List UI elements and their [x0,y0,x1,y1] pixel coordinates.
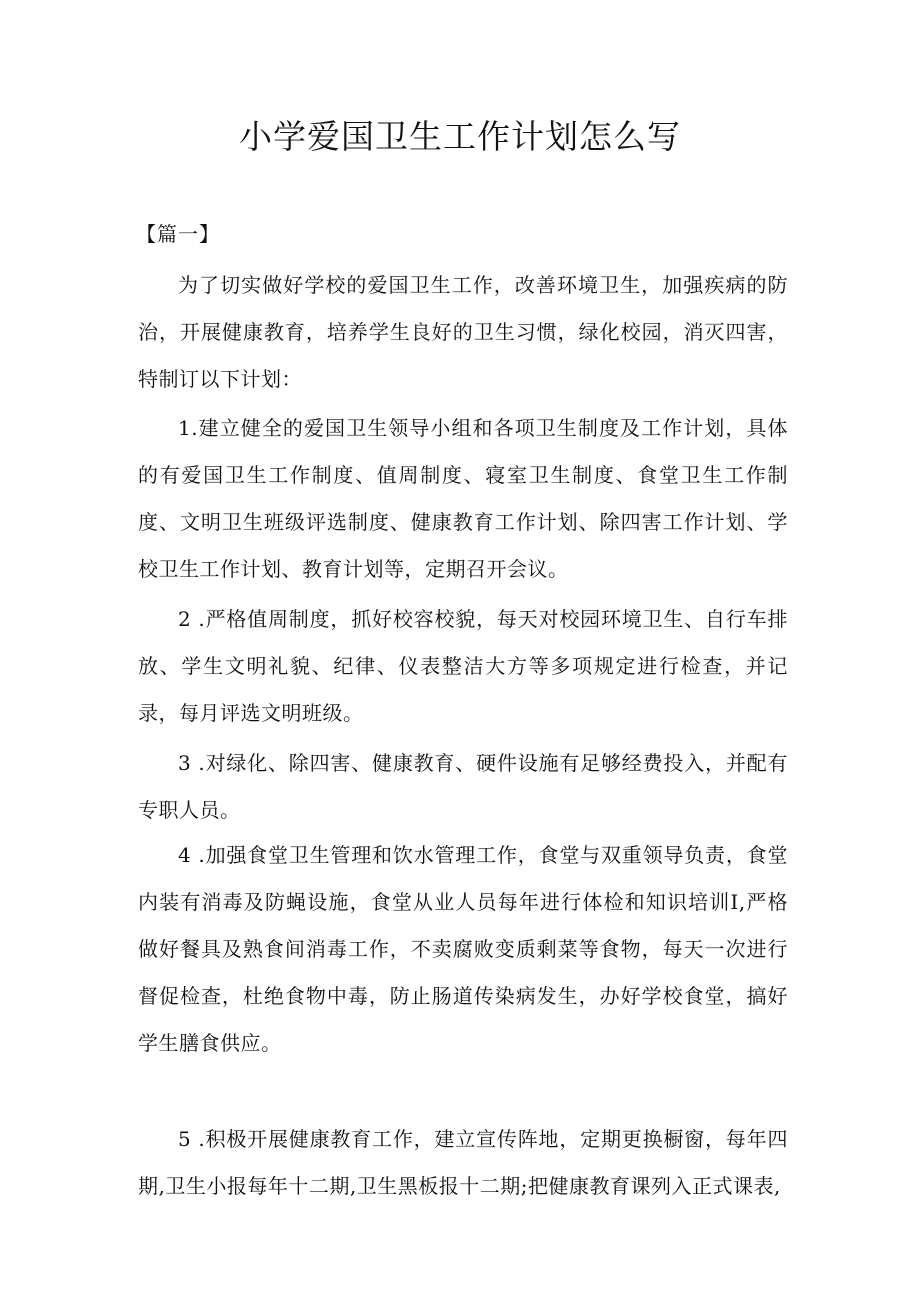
section-label: 【篇一】 [136,222,220,246]
intro-paragraph: 为了切实做好学校的爱国卫生工作，改善环境卫生，加强疾病的防治，开展健康教育，培养学生良好的卫生习惯，绿化校园，消灭四害，特制订以下计划： [138,273,788,391]
item-paragraph-4: 4 .加强食堂卫生管理和饮水管理工作，食堂与双重领导负责，食堂内装有消毒及防蝇设施，食堂从业人员每年进行体检和知识培训I,严格做好餐具及熟食间消毒工作，不卖腐败变质剩菜等食物，每天一次进行督促检查，杜绝食物中毒，防止肠道传染病发生，办好学校食堂，搞好学生膳食供应。 [138,843,788,1055]
item-paragraph-1: 1.建立健全的爱国卫生领导小组和各项卫生制度及工作计划，具体的有爱国卫生工作制度、值周制度、寝室卫生制度、食堂卫生工作制度、文明卫生班级评选制度、健康教育工作计划、除四害工作计划、学校卫生工作计划、教育计划等，定期召开会议。 [138,416,788,581]
item-paragraph-5: 5 .积极开展健康教育工作，建立宣传阵地，定期更换橱窗，每年四期,卫生小报每年十二期,卫生黑板报十二期;把健康教育课列入正式课表, [138,1127,788,1198]
document-title: 小学爱国卫生工作计划怎么写 [239,117,681,156]
item-paragraph-3: 3 .对绿化、除四害、健康教育、硬件设施有足够经费投入，并配有专职人员。 [138,751,788,822]
item-paragraph-2: 2 .严格值周制度，抓好校容校貌，每天对校园环境卫生、自行车排放、学生文明礼貌、纪律、仪表整洁大方等多项规定进行检查，并记录，每月评选文明班级。 [138,607,788,725]
